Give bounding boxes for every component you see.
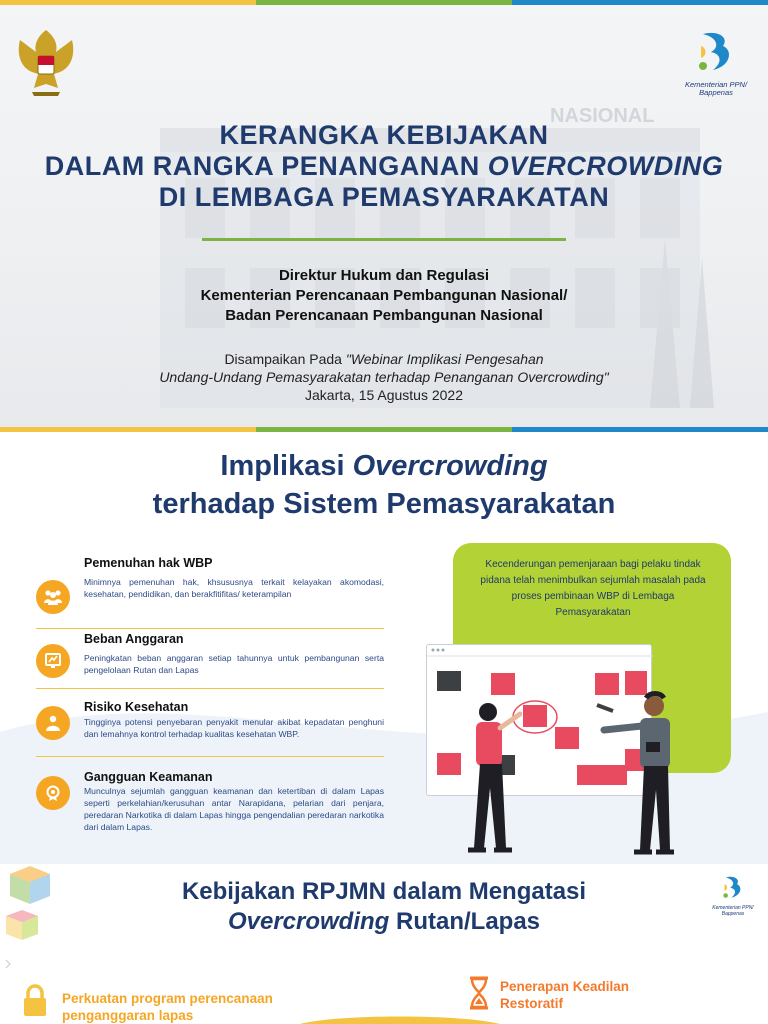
slide2-title-text: Implikasi — [220, 450, 353, 482]
title-line-3: DI LEMBAGA PEMASYARAKATAN — [158, 182, 610, 212]
callout-text: Kecenderungan pemenjaraan bagi pelaku tindak pidana telah menimbulkan sejumlah masalah pada proses pembinaan WBP di Lembaga Pemasyarakatan — [480, 559, 706, 618]
right-policy-line-2: Restoratif — [500, 996, 564, 1011]
item-text: Minimnya pemenuhan hak, khsususnya terkait kelayakan akomodasi, kesehatan, pendidikan, dan berakfitifitas/ keterampilan — [84, 577, 384, 599]
item-text: Munculnya sejumlah gangguan keamanan dan ketertiban di dalam Lapas seperti perkelahian/kerusuhan antar Narapidana, pelarian dari penjara, peredaran Narkotika di dalam Lapas hingga pengendalian peredaran narkotika dari dalam Lapas. — [84, 786, 384, 832]
title-line-1: KERANGKA KEBIJAKAN — [219, 120, 549, 150]
implication-item — [36, 632, 386, 692]
budget-icon — [36, 644, 70, 678]
implication-item — [36, 556, 386, 626]
people-icon — [36, 580, 70, 614]
event-name-1: "Webinar Implikasi Pengesahan — [345, 351, 544, 367]
hourglass-icon — [468, 976, 490, 1010]
implication-item — [36, 770, 386, 850]
building-sign-text: NASIONAL — [550, 105, 655, 127]
title-divider — [202, 238, 566, 241]
left-policy-point — [62, 990, 273, 1024]
delivered-label: Disampaikan Pada — [224, 351, 346, 367]
item-text: Tingginya potensi penyebaran penyakit menular akibat kepadatan penghuni dan lemahnya kontrol terhadap kualitas kesehatan WBP. — [84, 717, 384, 739]
presenter-line-3: Badan Perencanaan Pembangunan Nasional — [225, 307, 543, 324]
implications-slide — [0, 432, 768, 864]
health-icon — [36, 706, 70, 740]
title-slide — [0, 0, 768, 432]
slide2-title-emphasis: Overcrowding — [352, 450, 548, 482]
slide2-title-line-2: terhadap Sistem Pemasyarakatan — [152, 488, 616, 520]
item-heading: Risiko Kesehatan — [84, 700, 189, 714]
item-divider — [36, 688, 384, 689]
slide3-title-text: Rutan/Lapas — [389, 908, 541, 935]
bappenas-logo — [676, 28, 756, 98]
garuda-emblem-icon — [12, 26, 80, 100]
presenter-line-2: Kementerian Perencanaan Pembangunan Nasional/ — [200, 287, 568, 304]
bappenas-logo-icon — [693, 28, 739, 74]
item-divider — [36, 628, 384, 629]
slide3-title-line-1: Kebijakan RPJMN dalam Mengatasi — [181, 878, 587, 905]
lock-icon — [22, 984, 48, 1016]
item-heading: Gangguan Keamanan — [84, 770, 213, 784]
slide2-title-line-1 — [0, 448, 768, 484]
policy-slide — [0, 864, 768, 1024]
title-line-2-emphasis: OVERCROWDING — [487, 151, 724, 181]
item-heading: Beban Anggaran — [84, 632, 184, 646]
top-color-bar — [0, 0, 768, 5]
implication-item — [36, 700, 386, 760]
slide3-title-line-2 — [0, 906, 768, 937]
event-name-2: Undang-Undang Pemasyarakatan terhadap Penanganan Overcrowding" — [159, 369, 609, 385]
presenter-line-1: Direktur Hukum dan Regulasi — [278, 267, 490, 284]
bappenas-logo-caption: Kementerian PPN/ Bappenas — [684, 80, 748, 97]
slide3-title-emphasis: Overcrowding — [227, 908, 390, 935]
left-policy-line-2: penganggaran lapas — [62, 1008, 194, 1023]
title-line-2-text: DALAM RANGKA PENANGANAN — [44, 151, 488, 181]
bappenas-logo-small — [706, 874, 760, 917]
woman-figure-illustration — [462, 698, 522, 864]
title-line-2 — [0, 151, 768, 182]
item-text: Peningkatan beban anggaran setiap tahunnya untuk pembangunan serta pengelolaan Rutan dan Lapas — [84, 653, 384, 675]
bappenas-logo-icon — [720, 874, 746, 900]
place-date: Jakarta, 15 Agustus 2022 — [305, 387, 463, 403]
security-icon — [36, 776, 70, 810]
event-line-2 — [0, 368, 768, 386]
right-policy-line-1: Penerapan Keadilan — [500, 979, 630, 994]
man-figure-illustration — [594, 690, 690, 864]
decorative-arc — [300, 1014, 500, 1024]
bappenas-logo-caption: Kementerian PPN/ Bappenas — [712, 905, 754, 917]
right-policy-point — [500, 978, 629, 1012]
item-divider — [36, 756, 384, 757]
item-heading: Pemenuhan hak WBP — [84, 556, 213, 570]
left-policy-line-1: Perkuatan program perencanaan — [62, 991, 273, 1006]
event-line-1 — [0, 350, 768, 368]
